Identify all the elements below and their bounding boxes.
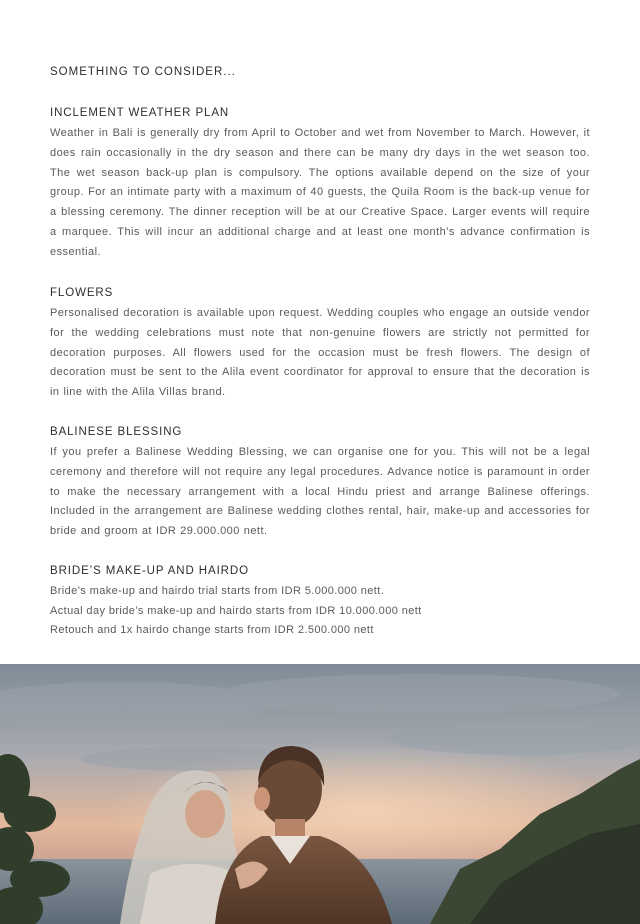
section-brides-makeup <box>50 562 590 641</box>
section-heading: BALINESE BLESSING <box>50 426 183 438</box>
section-balinese-blessing <box>50 423 590 542</box>
section-heading: FLOWERS <box>50 287 114 299</box>
section-heading: BRIDE’S MAKE-UP AND HAIRDO <box>50 565 249 577</box>
price-line: Actual day bride’s make-up and hairdo starts from IDR 10.000.000 nett <box>50 604 422 617</box>
page-title: SOMETHING TO CONSIDER... <box>50 66 236 78</box>
price-line: Bride’s make-up and hairdo trial starts from IDR 5.000.000 nett. <box>50 585 385 597</box>
section-flowers <box>50 284 590 403</box>
section-inclement-weather <box>50 104 590 263</box>
wedding-couple-photo <box>0 664 640 924</box>
section-body: Personalised decoration is available upon request. Wedding couples who engage an outside vendor for the wedding celebrations must note that non-genuine flowers are strictly not permitted for decoration purposes. All flowers used for the occasion must be fresh flowers. The design of decoration must be sent to the Alila event coordinator for approval to ensure that the decoration is in line with the Alila Villas brand. <box>50 307 590 399</box>
price-line: Retouch and 1x hairdo change starts from IDR 2.500.000 nett <box>50 624 374 637</box>
section-body: If you prefer a Balinese Wedding Blessing, we can organise one for you. This will not be a legal ceremony and therefore will not require any legal procedures. Advance notice is paramount in order to make the necessary arrangement with a local Hindu priest and arrange Balinese offerings. Included in the arrangement are Balinese wedding clothes rental, hair, make-up and accessories for bride and groom at IDR 29.000.000 nett. <box>50 446 590 538</box>
section-body: Weather in Bali is generally dry from April to October and wet from November to March. However, it does rain occasionally in the dry season and there can be many dry days in the wet season too. The wet season back-up plan is compulsory. The options available depend on the size of your group. For an intimate party with a maximum of 40 guests, the Quila Room is the back-up venue for a blessing ceremony. The dinner reception will be at our Creative Space. Larger events will require a marquee. This will incur an additional charge and at least one month’s advance confirmation is essential. <box>50 127 591 258</box>
section-heading: INCLEMENT WEATHER PLAN <box>50 107 230 119</box>
